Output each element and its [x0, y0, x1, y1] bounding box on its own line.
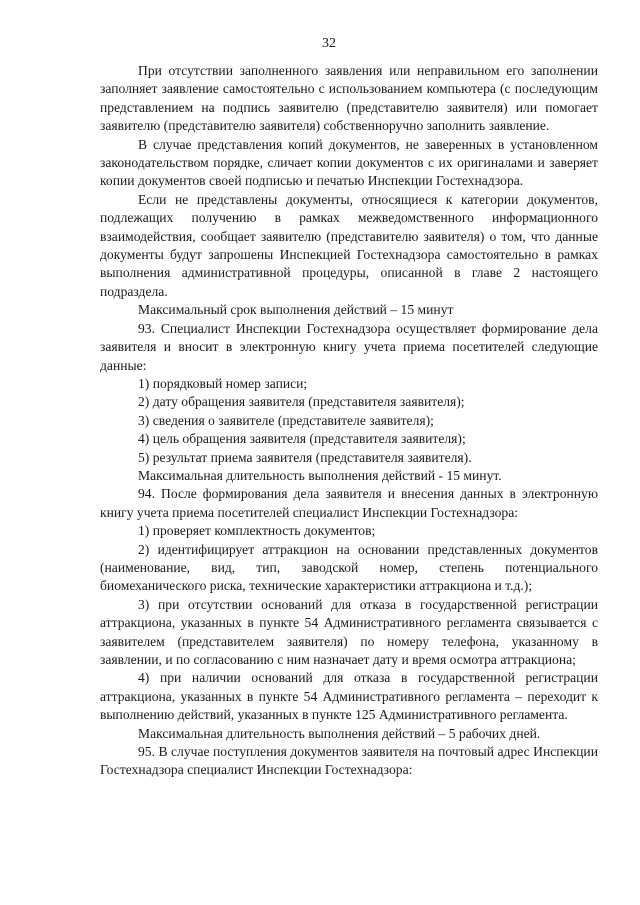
- list-item: 2) дату обращения заявителя (представителя заявителя);: [138, 394, 465, 410]
- list-item: 4) при наличии оснований для отказа в государственной регистрации аттракциона, указанных в пункте 54 Административного регламента – переходит к выполнению действий, указанных в пункте 125 Административного регламента.: [100, 670, 598, 723]
- list-item: 3) сведения о заявителе (представителе заявителя);: [138, 412, 434, 428]
- paragraph-94: 94. После формирования дела заявителя и внесения данных в электронную книгу учета приема посетителей специалист Инспекции Гостехнадзора:: [100, 486, 598, 520]
- paragraph-copies-verification: В случае представления копий документов, не заверенных в установленном законодательством порядке, сличает копии документов с их оригиналами и заверяет копии документов своей подписью и печатью Инспекции Гостехнадзора.: [100, 136, 598, 189]
- paragraph-93: 93. Специалист Инспекции Гостехнадзора осуществляет формирование дела заявителя и вносит в электронную книгу учета приема посетителей следующие данные:: [100, 320, 598, 373]
- list-item: 1) порядковый номер записи;: [138, 375, 308, 391]
- paragraph-max-duration-15-min: Максимальная длительность выполнения действий - 15 минут.: [138, 467, 502, 483]
- paragraph-max-time-15-min: Максимальный срок выполнения действий – 15 минут: [138, 302, 454, 318]
- list-item: 1) проверяет комплектность документов;: [138, 523, 376, 539]
- paragraph-max-duration-5-days: Максимальная длительность выполнения действий – 5 рабочих дней.: [138, 725, 541, 741]
- list-item: 3) при отсутствии оснований для отказа в государственной регистрации аттракциона, указанных в пункте 54 Административного регламента связывается с заявителем (представителем заявителя) по номеру телефона, указанному в заявлении, и по согласованию с ним назначает дату и время осмотра аттракциона;: [100, 596, 598, 667]
- list-item: 5) результат приема заявителя (представителя заявителя).: [138, 449, 472, 465]
- list-item: 4) цель обращения заявителя (представителя заявителя);: [138, 431, 466, 447]
- list-item: 2) идентифицирует аттракцион на основании представленных документов (наименование, вид, тип, заводской номер, степень потенциального биомеханического риска, технические характеристики аттракциона и т.д.);: [100, 541, 598, 594]
- page-number: 32: [322, 36, 336, 51]
- paragraph-interagency-documents: Если не представлены документы, относящиеся к категории документов, подлежащих получению в рамках межведомственного информационного взаимодействия, сообщает заявителю (представителю заявителя) о том, что данные документы будут запрошены Инспекцией Гостехнадзора самостоятельно в рамках выполнения административной процедуры, описанной в главе 2 настоящего подраздела.: [100, 191, 598, 299]
- paragraph-95: 95. В случае поступления документов заявителя на почтовый адрес Инспекции Гостехнадзора специалист Инспекции Гостехнадзора:: [100, 744, 598, 778]
- paragraph-incomplete-application: При отсутствии заполненного заявления или неправильном его заполнении заполняет заявление самостоятельно с использованием компьютера (с последующим представлением на подпись заявителю (представителю заявителя) или помогает заявителю (представителю заявителя) собственноручно заполнить заявление.: [100, 63, 598, 134]
